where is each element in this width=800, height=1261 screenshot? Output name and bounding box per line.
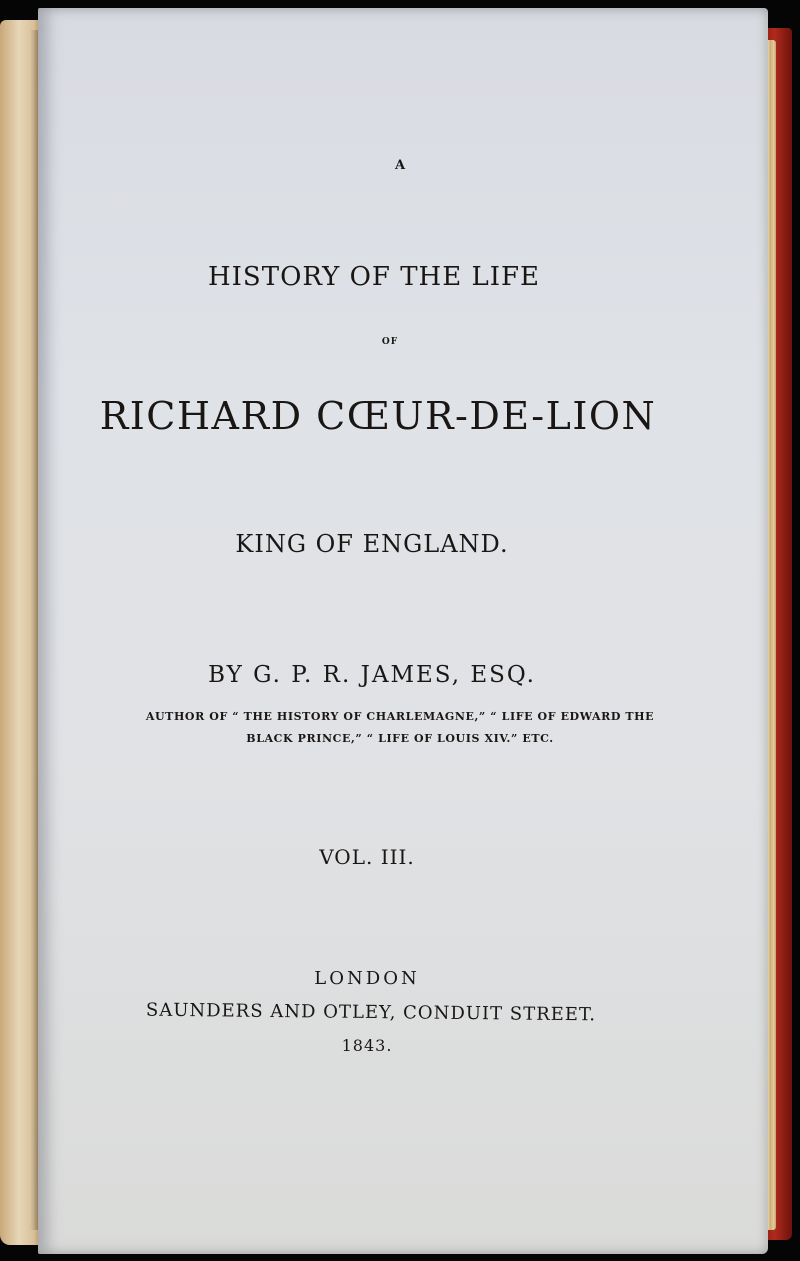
subtitle: KING OF ENGLAND. bbox=[235, 530, 509, 558]
volume-number: VOL. III. bbox=[319, 845, 415, 869]
publisher: SAUNDERS AND OTLEY, CONDUIT STREET. bbox=[145, 999, 597, 1026]
main-title: RICHARD CŒUR-DE-LION bbox=[99, 394, 657, 438]
author-line: BY G. P. R. JAMES, ESQ. bbox=[208, 662, 536, 688]
author-credits bbox=[0, 706, 800, 750]
publication-year: 1843. bbox=[341, 1036, 393, 1055]
title-line-history: HISTORY OF THE LIFE bbox=[207, 262, 541, 292]
credits-line-1: AUTHOR OF “ THE HISTORY OF CHARLEMAGNE,” “ LIFE OF EDWARD THE bbox=[145, 710, 655, 723]
title-connector-of: OF bbox=[381, 337, 399, 347]
title-article: A bbox=[394, 158, 406, 173]
credits-line-2: BLACK PRINCE,” “ LIFE OF LOUIS XIV.” ETC. bbox=[246, 732, 554, 745]
title-page bbox=[38, 8, 768, 1254]
publication-place: LONDON bbox=[314, 968, 420, 989]
